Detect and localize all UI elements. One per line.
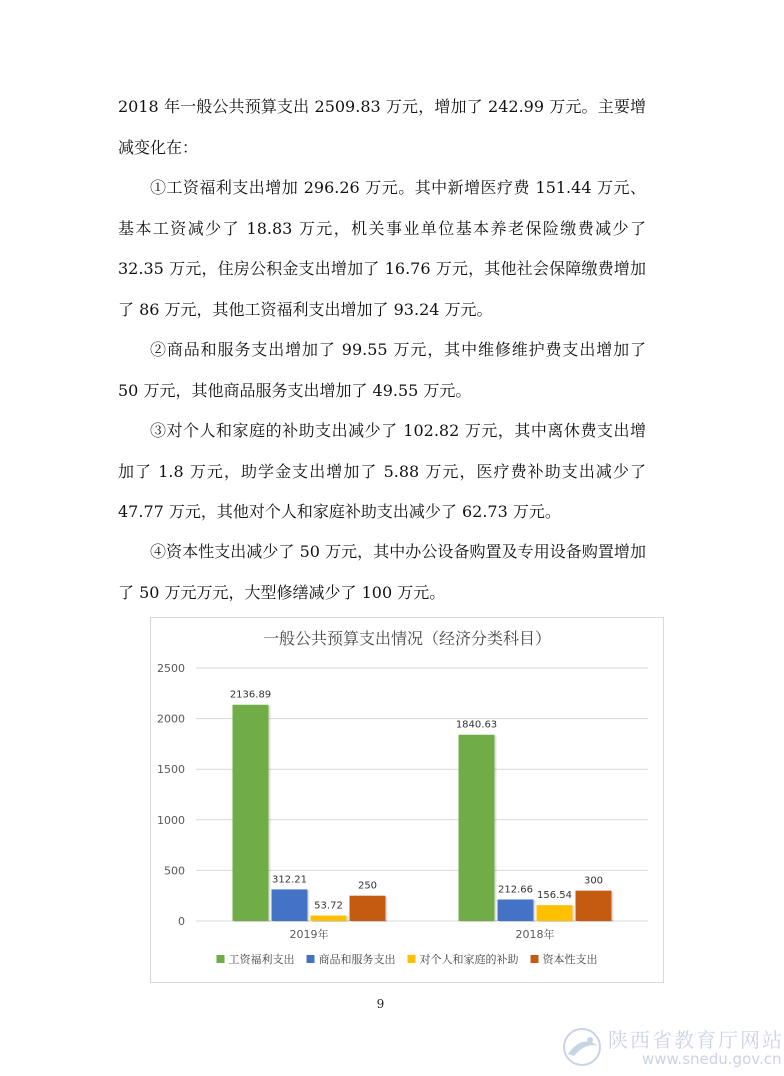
watermark-logo-icon [560, 1026, 606, 1068]
data-label: 300 [583, 875, 604, 887]
bar [576, 891, 612, 921]
bar [498, 899, 534, 921]
watermark-text: 陕西省教育厅网站 [608, 1028, 784, 1052]
bar [311, 916, 347, 921]
bar [272, 889, 308, 921]
paragraph-item-4: ④资本性支出减少了 50 万元，其中办公设备购置及专用设备购置增加了 50 万元万元，大型修缮减少了 100 万元。 [118, 542, 646, 602]
legend-label: 工资福利支出 [228, 953, 295, 966]
y-tick-label: 1000 [157, 813, 185, 827]
data-label: 212.66 [498, 884, 533, 896]
paragraph-item-2: ②商品和服务支出增加了 99.55 万元，其中维修维护费支出增加了 50 万元，其他商品服务支出增加了 49.55 万元。 [118, 340, 646, 400]
y-tick-label: 1500 [157, 763, 185, 777]
expenditure-chart [150, 617, 664, 983]
data-label: 53.72 [314, 900, 343, 912]
y-tick-label: 0 [178, 915, 185, 928]
legend-label: 资本性支出 [542, 953, 598, 966]
data-label: 156.54 [537, 890, 572, 902]
data-label: 312.21 [272, 874, 307, 886]
bar [537, 905, 573, 921]
watermark [560, 1024, 784, 1070]
legend-swatch [217, 955, 225, 963]
paragraph-summary: 2018 年一般公共预算支出 2509.83 万元，增加了 242.99 万元。主要增减变化在： [118, 97, 646, 157]
data-label: 1840.63 [455, 719, 498, 731]
legend-label: 对个人和家庭的补助 [419, 953, 519, 966]
legend-swatch [531, 955, 539, 963]
watermark-url: www.snedu.gov.cn [642, 1050, 782, 1068]
page-number: 9 [376, 997, 385, 1011]
y-tick-label: 500 [164, 864, 185, 878]
chart-title: 一般公共预算支出情况（经济分类科目） [262, 629, 552, 648]
legend-swatch [408, 955, 416, 963]
legend-label: 商品和服务支出 [318, 953, 396, 966]
paragraph-item-1: ①工资福利支出增加 296.26 万元。其中新增医疗费 151.44 万元、基本工资减少了 18.83 万元，机关事业单位基本养老保险缴费减少了 32.35 万元，住房公积金支出增加了 16.76 万元，其他社会保障缴费增加了 86 万元，其他工资福利支出增加了 93.24 万元。 [118, 178, 646, 319]
bar [459, 735, 495, 921]
y-tick-label: 2000 [157, 712, 185, 726]
y-tick-label: 2500 [157, 662, 185, 675]
x-tick-label: 2018年 [515, 928, 555, 941]
legend-swatch [307, 955, 315, 963]
data-label: 2136.89 [229, 689, 272, 701]
x-tick-label: 2019年 [289, 928, 329, 941]
chart-svg [151, 618, 663, 982]
bar [350, 896, 386, 921]
data-label: 250 [357, 880, 378, 892]
paragraph-item-3: ③对个人和家庭的补助支出减少了 102.82 万元，其中离休费支出增加了 1.8 万元，助学金支出增加了 5.88 万元，医疗费补助支出减少了 47.77 万元，其他对个人和家庭补助支出减少了 62.73 万元。 [118, 421, 646, 521]
bar [233, 705, 269, 921]
